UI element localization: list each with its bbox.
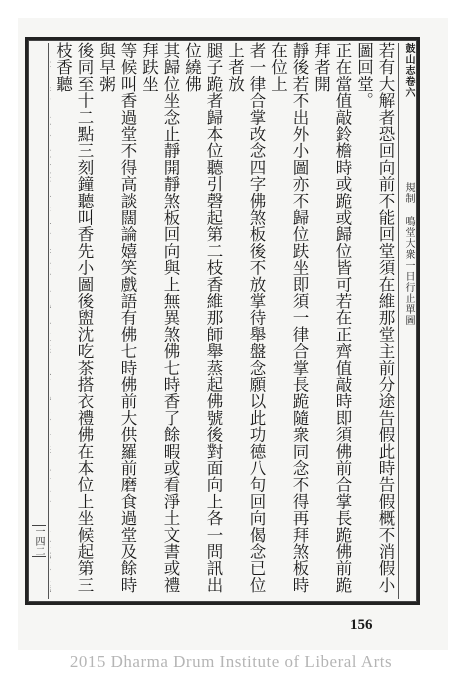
book-title: 鼓山志卷六 (403, 43, 414, 98)
left-margin-column (30, 43, 49, 599)
page-number: 156 (350, 617, 373, 633)
text-column: 正在當值敲鈴檐時或跪或歸位皆可若在正齊值敲時即須佛前合掌長跪佛前跪拜者開 (311, 42, 352, 594)
text-column: 者一律合掌改念四字佛煞板後不放掌待舉盤念願以此功德八句回向偈念已位上者放 (225, 42, 266, 594)
page-marker: 一四二 (33, 526, 44, 556)
text-column: 其歸位坐念止靜開靜煞板回向與上無異煞佛七時香了餘暇或看淨土文書或禮拜趺坐 (139, 42, 180, 594)
body-text (50, 42, 396, 598)
text-column (50, 42, 52, 598)
running-header (398, 43, 417, 599)
section-label: 規制 (403, 182, 414, 204)
text-column: 腿子跪者歸本位聽引磬起第二枝香維那師舉蒸起佛號後對面向上各一問訊出位繞佛 (182, 42, 223, 594)
text-column: 若有大解者恐回向前不能回堂須在維那堂主前分途告假此時告假概不消假小圖回堂。 (354, 42, 395, 594)
watermark: 2015 Dharma Drum Institute of Liberal Arts (69, 652, 393, 671)
text-column: 後同至十二點三刻鐘聽叫香先小圖後盥沈吃茶搭衣禮佛在本位上坐候起第三枝香聽 (53, 42, 94, 594)
text-column: 靜後若不出外小圖亦不歸位趺坐即須一律合掌長跪隨衆同念不得再拜煞板時在位上 (268, 42, 309, 594)
text-column: 等候叫香過堂不得高談闊論嬉笑戲語有佛七時佛前大供羅前磨食過堂及餘時與早粥 (96, 42, 137, 594)
section-subtitle: 鳴堂大衆一日行止單圖 (403, 216, 414, 326)
